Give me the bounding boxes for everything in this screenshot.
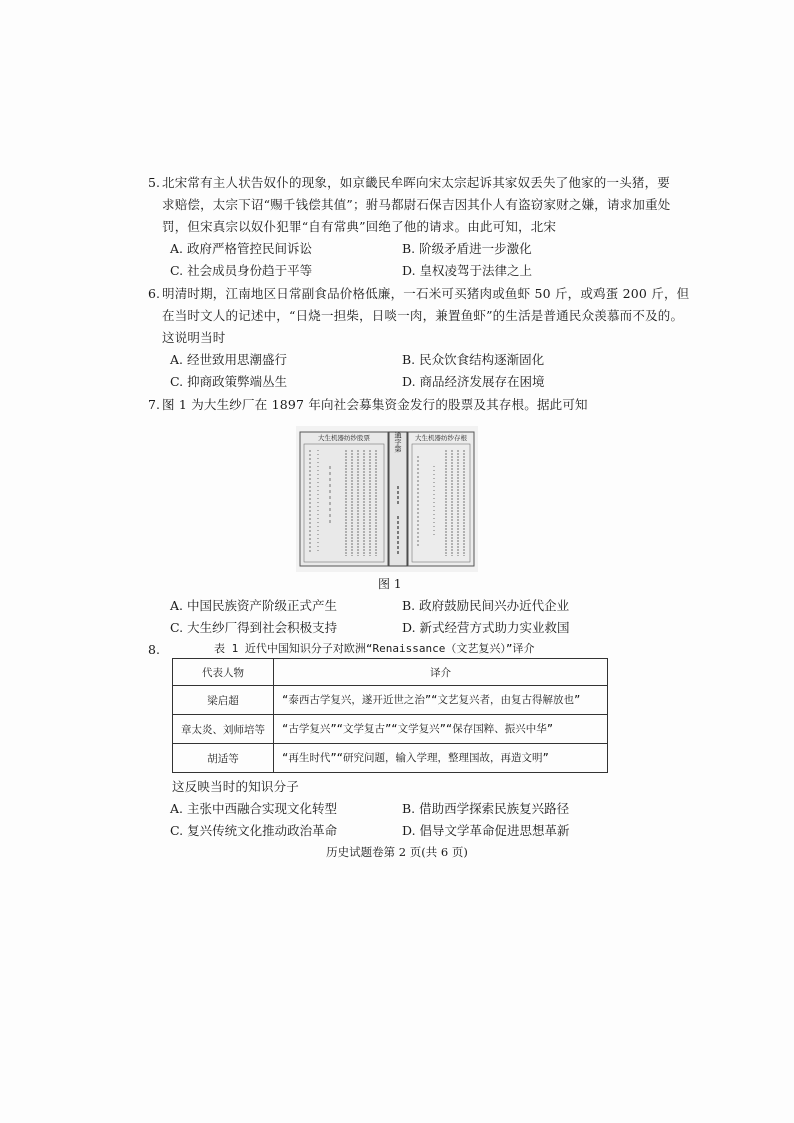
- q7-stem: 图 1 为大生纱厂在 1897 年向社会募集资金发行的股票及其存根。据此可知: [162, 397, 588, 412]
- q5-stem-line-3: 罚，但宋真宗以奴仆犯罪“自有常典”回绝了他的请求。由此可知，北宋: [162, 219, 557, 234]
- table-1: [172, 658, 608, 773]
- table-row: [173, 686, 608, 715]
- table-header-row: [173, 659, 608, 686]
- table-cell-figure: 胡适等: [173, 744, 274, 773]
- q6-stem-line-3: 这说明当时: [162, 330, 226, 345]
- table-header-figure: 代表人物: [173, 659, 274, 686]
- q5-option-a: A. 政府严格管控民间诉讼: [170, 241, 312, 256]
- certificate-serial-text: 通字第: [394, 431, 402, 453]
- q7-option-b: B. 政府鼓励民间兴办近代企业: [402, 598, 570, 613]
- q5-option-b: B. 阶级矛盾进一步激化: [402, 241, 532, 256]
- figure-1-caption: 图 1: [378, 577, 402, 591]
- q6-option-b: B. 民众饮食结构逐渐固化: [402, 352, 545, 367]
- q7-option-d: D. 新式经营方式助力实业救国: [402, 620, 570, 635]
- q5-stem-line-2: 求赔偿，太宗下诏“赐千钱偿其值”；驸马都尉石保吉因其仆人有盗窃家财之嫌，请求加重处: [162, 197, 671, 212]
- q6-stem-line-1: 明清时期，江南地区日常副食品价格低廉，一石米可买猪肉或鱼虾 50 斤，或鸡蛋 200 斤，但: [162, 286, 690, 301]
- q8-option-a: A. 主张中西融合实现文化转型: [170, 801, 337, 816]
- q8-number: 8.: [148, 642, 160, 657]
- q8-option-c: C. 复兴传统文化推动政治革命: [170, 823, 338, 838]
- q5-option-c: C. 社会成员身份趋于平等: [170, 263, 313, 278]
- q6-option-a: A. 经世致用思潮盛行: [170, 352, 287, 367]
- q7-option-c: C. 大生纱厂得到社会积极支持: [170, 620, 338, 635]
- table-cell-translation: “再生时代”“研究问题，输入学理，整理国故，再造文明”: [274, 744, 608, 773]
- q7-number: 7.: [148, 397, 160, 412]
- q5-stem-line-1: 北宋常有主人状告奴仆的现象，如京畿民牟晖向宋太宗起诉其家奴丢失了他家的一头猪，要: [162, 175, 671, 190]
- table-cell-figure: 梁启超: [173, 686, 274, 715]
- table-1-caption: 表 1 近代中国知识分子对欧洲“Renaissance（文艺复兴）”译介: [214, 642, 535, 655]
- table-header-translation: 译介: [274, 659, 608, 686]
- left-certificate-title: 大生机器纺纱股票: [318, 434, 370, 442]
- q8-option-d: D. 倡导文学革命促进思想革新: [402, 823, 570, 838]
- table-cell-figure: 章太炎、刘师培等: [173, 715, 274, 744]
- table-cell-translation: “古学复兴”“文学复古”“文学复兴”“保存国粹、振兴中华”: [274, 715, 608, 744]
- q8-option-b: B. 借助西学探索民族复兴路径: [402, 801, 570, 816]
- table-cell-translation: “泰西古学复兴，遂开近世之治”“文艺复兴者，由复古得解放也”: [274, 686, 608, 715]
- q5-number: 5.: [148, 175, 160, 190]
- right-stub-title: 大生机器纺纱存根: [415, 434, 467, 442]
- table-row: [173, 744, 608, 773]
- q6-stem-line-2: 在当时文人的记述中，“日烧一担柴，日啖一肉，兼置鱼虾”的生活是普通民众羡慕而不及的。: [162, 308, 684, 323]
- stock-certificate-figure: [296, 426, 478, 572]
- q7-option-a: A. 中国民族资产阶级正式产生: [170, 598, 337, 613]
- q6-option-d: D. 商品经济发展存在困境: [402, 374, 545, 389]
- q8-stem: 这反映当时的知识分子: [172, 779, 300, 794]
- table-row: [173, 715, 608, 744]
- page-footer: 历史试题卷第 2 页(共 6 页): [326, 845, 468, 859]
- q6-number: 6.: [148, 286, 160, 301]
- q6-option-c: C. 抑商政策弊端丛生: [170, 374, 288, 389]
- q5-option-d: D. 皇权凌驾于法律之上: [402, 263, 533, 278]
